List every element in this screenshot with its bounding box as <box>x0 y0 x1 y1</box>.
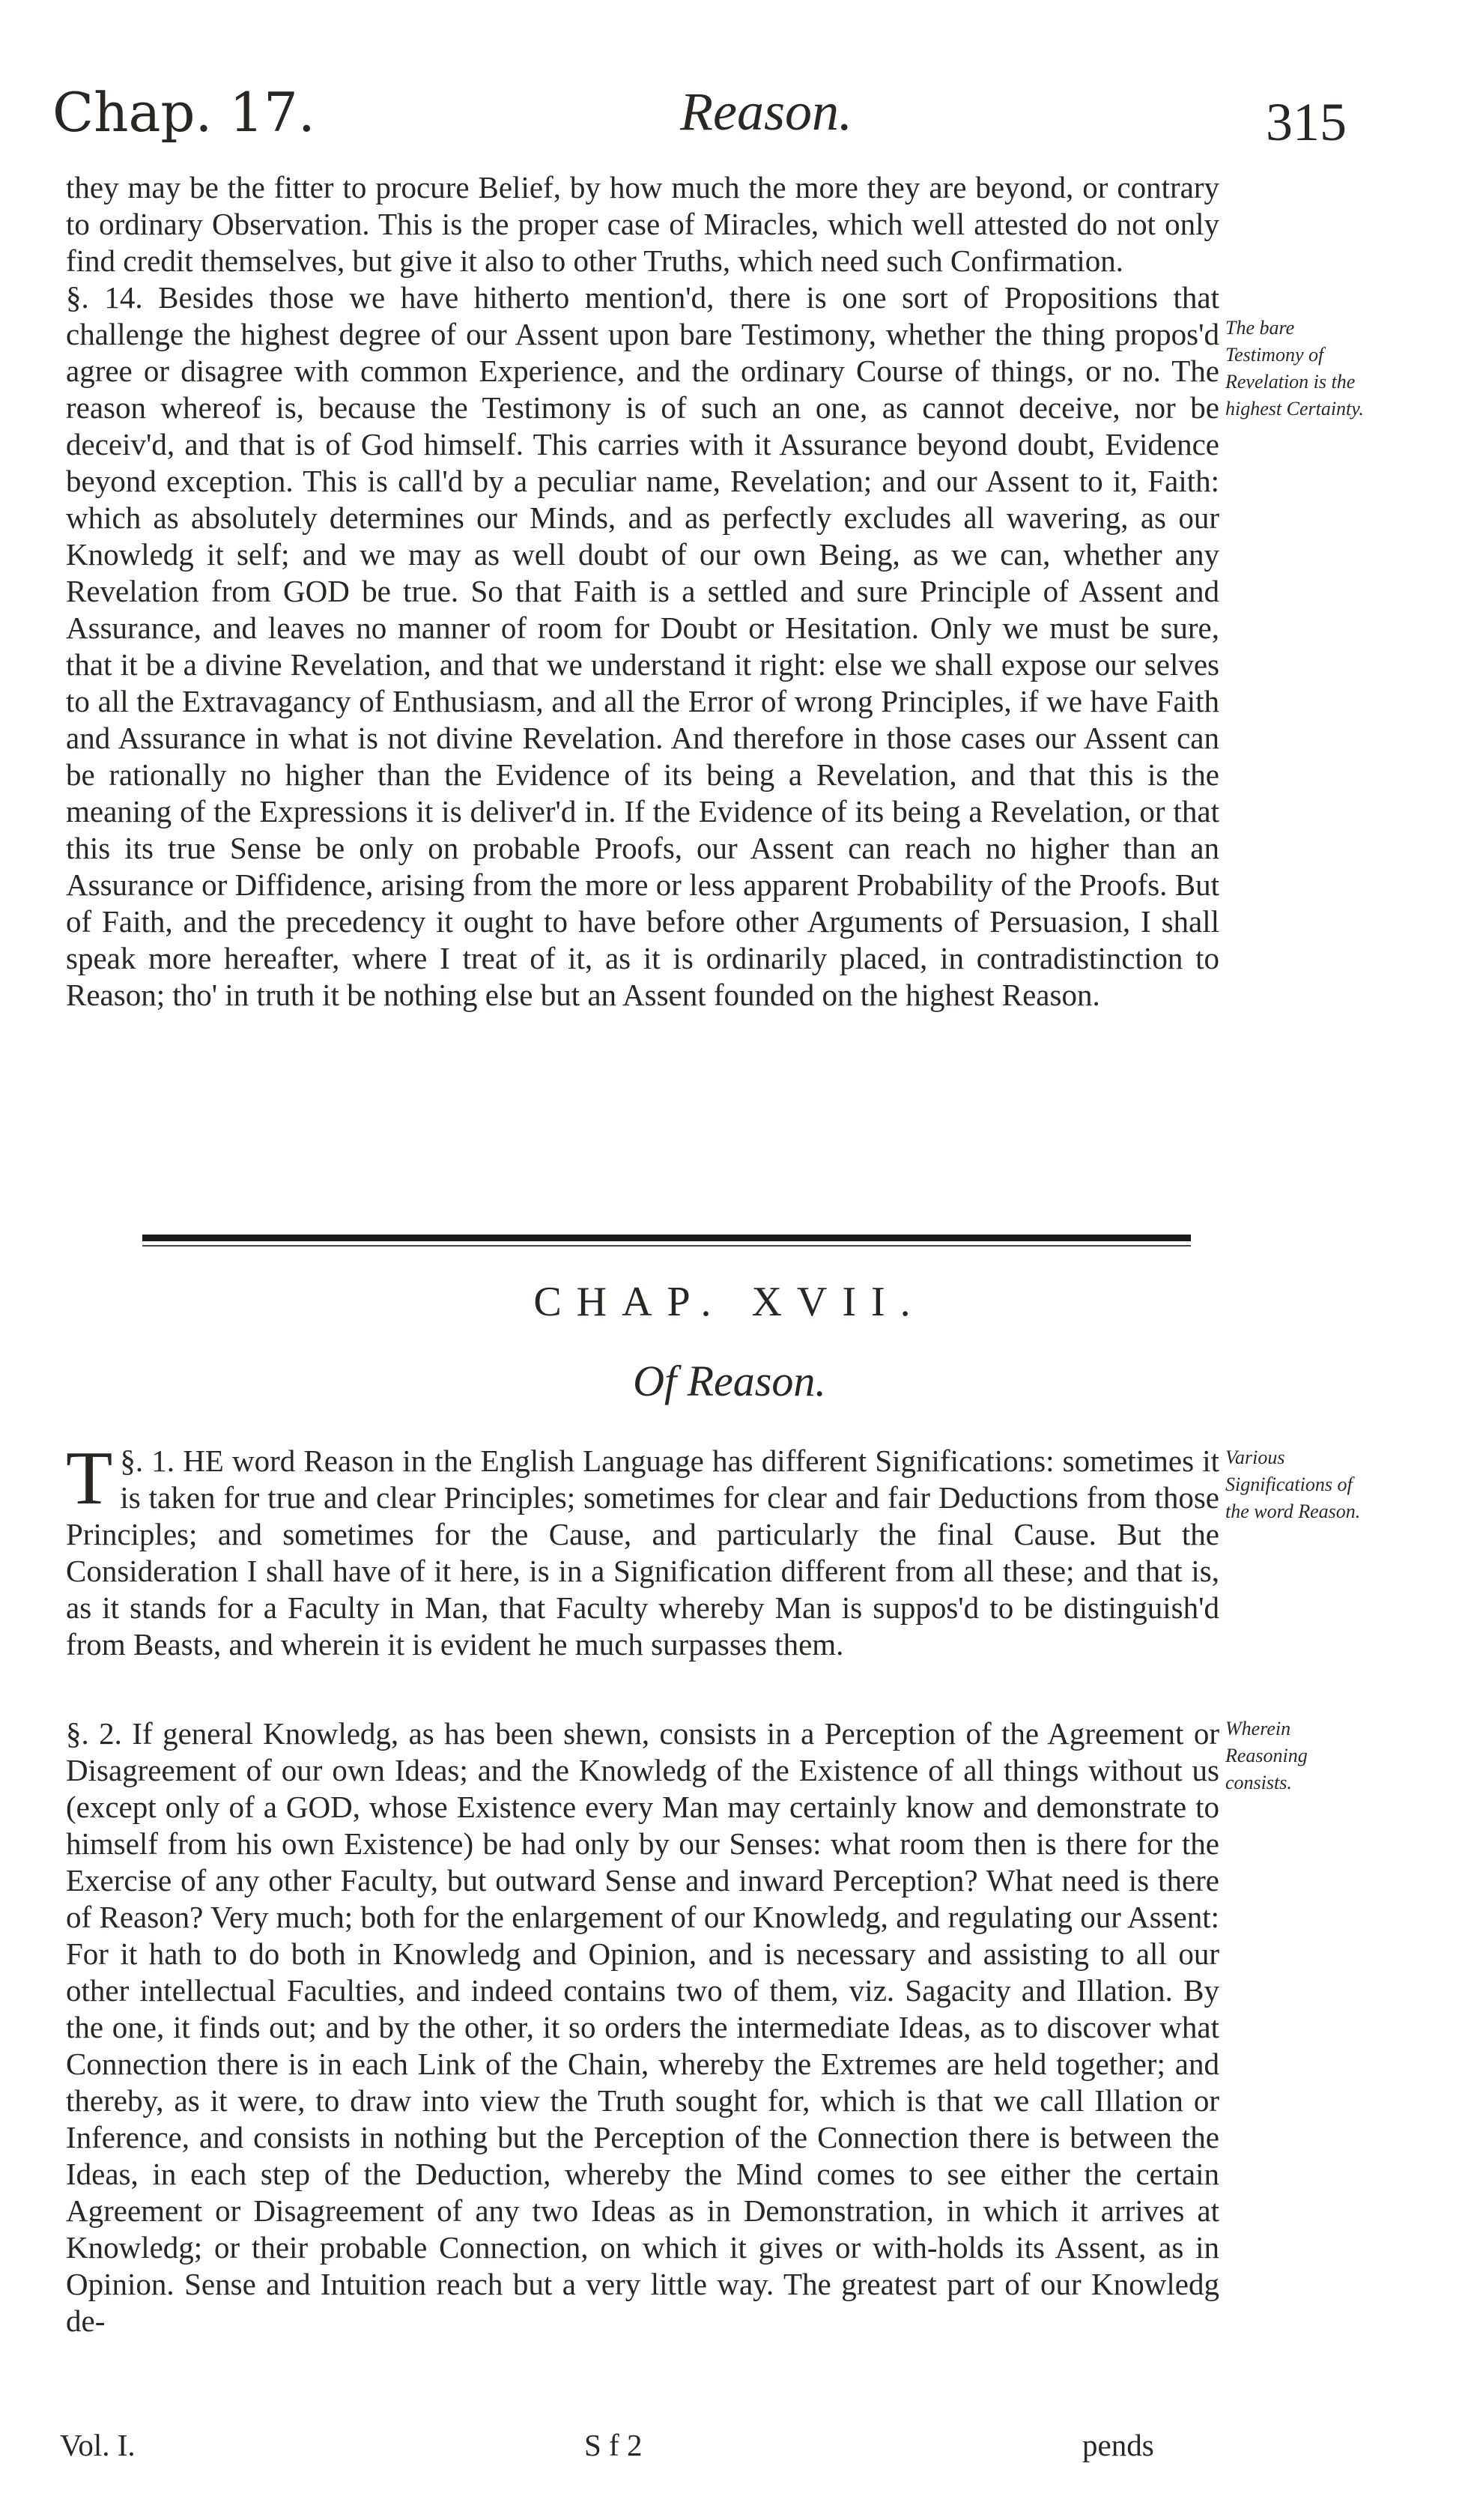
margin-note-reasoning: Wherein Reasoning consists. <box>1225 1718 1308 1793</box>
chapter-divider-thin-rule <box>142 1245 1191 1247</box>
section-1-text: HE word Reason in the English Language has different Significations: sometimes it is taken for true and clear Principles; sometimes for clear and fair Deductions from those Principles; and sometimes for the Cause, and particularly the final Cause. But the Consideration I shall have of it here, is in a Signification different from all these; and that is, as it stands for a Faculty in Man, that Faculty whereby Man is suppos'd to be distinguish'd from Beasts, and wherein it is evident he much surpasses them. <box>66 1444 1220 1662</box>
paragraph-section-14: §. 14. Besides those we have hitherto mention'd, there is one sort of Propositions that challenge the highest degree of our Assent upon bare Testimony, whether the thing propos'd agree or disagree with common Experience, and the ordinary Course of things, or no. The reason whereof is, because the Testimony is of such an one, as cannot deceive, nor be deceiv'd, and that is of God himself. This carries with it Assurance beyond doubt, Evidence beyond exception. This is call'd by a peculiar name, Revelation; and our Assent to it, Faith: which as absolutely determines our Minds, and as perfectly excludes all wavering, as our Knowledg it self; and we may as well doubt of our own Being, as we can, whether any Revelation from GOD be true. So that Faith is a settled and sure Principle of Assent and Assurance, and leaves no manner of room for Doubt or Hesitation. Only we must be sure, that it be a divine Revelation, and that we understand it right: else we shall expose our selves to all the Extravagancy of Enthusiasm, and all the Error of wrong Principles, if we have Faith and Assurance in what is not divine Revelation. And therefore in those cases our Assent can be rationally no higher than the Evidence of its being a Revelation, and that this is the meaning of the Expressions it is deliver'd in. If the Evidence of its being a Revelation, or that this its true Sense be only on probable Proofs, our Assent can reach no higher than an Assurance or Diffidence, arising from the more or less apparent Probability of the Proofs. But of Faith, and the precedency it ought to have before other Arguments of Persuasion, I shall speak more hereafter, where I treat of it, as it is ordinarily placed, in contradistinction to Reason; tho' in truth it be nothing else but an Assent founded on the highest Reason. <box>66 280 1219 1012</box>
paragraph-section-2: §. 2. If general Knowledg, as has been shewn, consists in a Perception of the Agreement or Disagreement of our own Ideas; and the Knowledg of the Existence of all things without us (except only of a GOD, whose Existence every Man may certainly know and demonstrate to himself from his own Existence) be had only by our Senses: what room then is there for the Exercise of any other Faculty, but outward Sense and inward Perception? What need is there of Reason? Very much; both for the enlargement of our Knowledg, and regulating our Assent: For it hath to do both in Knowledg and Opinion, and is necessary and assisting to all our other intellectual Faculties, and indeed contains two of them, viz. Sagacity and Illation. By the one, it finds out; and by the other, it so orders the intermediate Ideas, as to discover what Connection there is in each Link of the Chain, whereby the Extremes are held together; and thereby, as it were, to draw into view the Truth sought for, which is that we call Illation or Inference, and consists in nothing but the Perception of the Connection there is between the Ideas, in each step of the Deduction, whereby the Mind comes to see either the certain Agreement or Disagreement of any two Ideas as in Demonstration, in which it arrives at Knowledg; or their probable Connection, on which it gives or with-holds its Assent, as in Opinion. Sense and Intuition reach but a very little way. The greatest part of our Knowledg de- <box>66 1716 1219 2338</box>
margin-note-revelation: The bare Testimony of Revelation is the highest Certainty. <box>1225 317 1364 420</box>
section-1-block <box>66 1436 1220 1663</box>
page-footer <box>52 2427 1161 2472</box>
paragraph-section-1 <box>66 1436 1220 1663</box>
running-head <box>52 81 1371 163</box>
footer-signature: S f 2 <box>584 2428 643 2462</box>
drop-cap: T <box>66 1436 113 1521</box>
paragraph-continuation: they may be the fitter to procure Belief, by how much the more they are beyond, or contrary to ordinary Observation. This is the proper case of Miracles, which well attested do not only find credit themselves, but give it also to other Truths, which need such Confirmation. <box>66 170 1219 278</box>
section-2-block <box>66 1715 1219 2339</box>
footer-volume: Vol. I. <box>60 2428 136 2462</box>
section-14-block <box>66 169 1219 1014</box>
running-head-chapter: Chap. 17. <box>52 81 315 144</box>
footer-catchword: pends <box>1082 2428 1154 2462</box>
running-head-title: Reason. <box>680 82 852 142</box>
chapter-subtitle: Of Reason. <box>633 1357 826 1405</box>
chapter-divider-rule <box>142 1235 1191 1241</box>
chapter-heading: CHAP. XVII. <box>533 1279 926 1325</box>
margin-note-significations: Various Significations of the word Reason. <box>1225 1447 1361 1522</box>
section-number: §. 1. <box>120 1444 175 1478</box>
page-number: 315 <box>1266 92 1347 152</box>
